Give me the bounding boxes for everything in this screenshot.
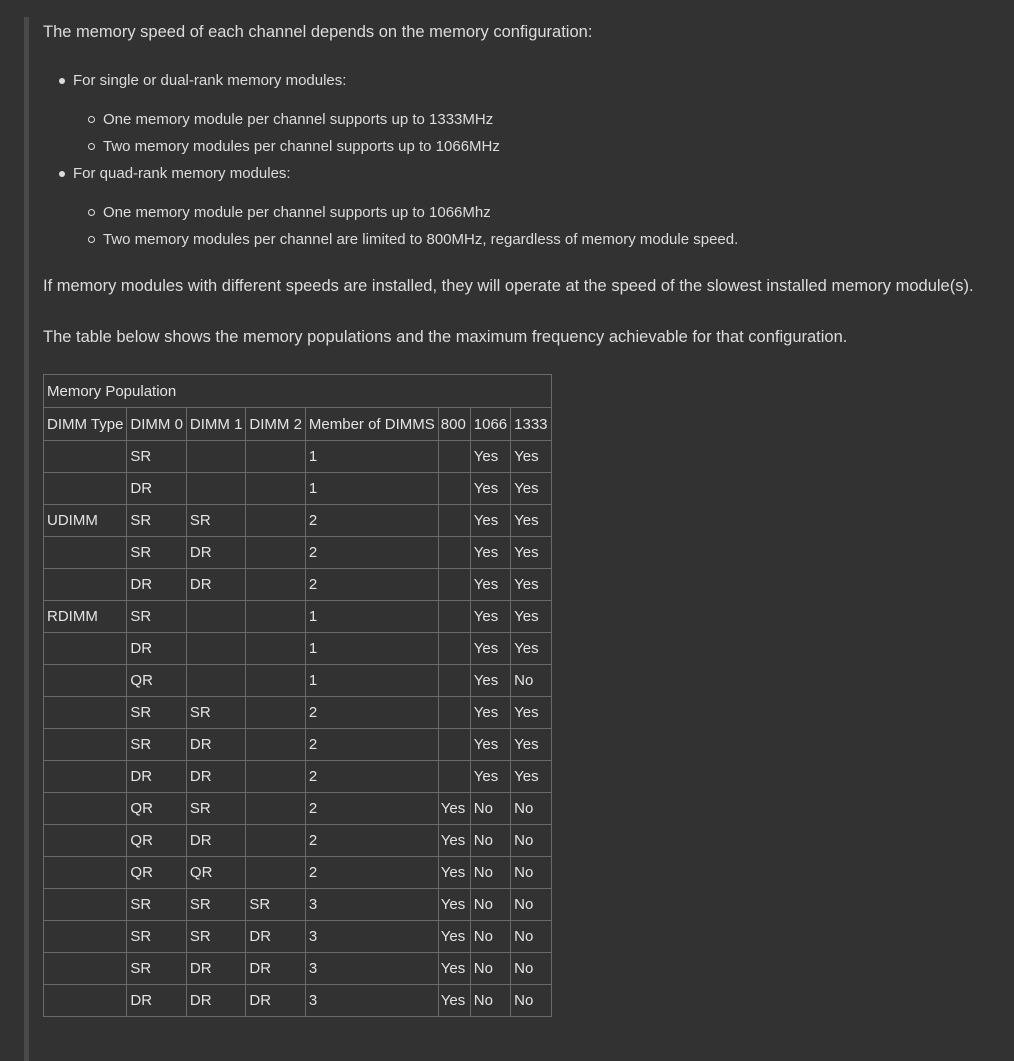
table-cell: SR <box>127 505 187 537</box>
table-cell: SR <box>186 697 246 729</box>
table-cell: QR <box>127 857 187 889</box>
table-caption: Memory Population <box>44 375 552 408</box>
table-cell: Yes <box>438 857 470 889</box>
table-cell <box>44 473 127 505</box>
table-cell <box>44 537 127 569</box>
header-cell: DIMM 1 <box>186 408 246 441</box>
bullet-single-dual-rank: For single or dual-rank memory modules: <box>73 72 347 89</box>
bullet-quad-rank: For quad-rank memory modules: <box>73 165 291 182</box>
table-cell: Yes <box>470 601 510 633</box>
table-cell: SR <box>127 729 187 761</box>
table-cell: SR <box>186 793 246 825</box>
table-row <box>44 569 552 601</box>
table-cell: Yes <box>470 729 510 761</box>
table-cell: SR <box>186 505 246 537</box>
table-cell: QR <box>127 825 187 857</box>
header-cell: Member of DIMMS <box>305 408 438 441</box>
table-cell <box>438 729 470 761</box>
table-cell: Yes <box>511 569 551 601</box>
paragraph-speeds: If memory modules with different speeds are installed, they will operate at the speed of the slowest installed memory module(s). <box>43 277 974 295</box>
table-cell: SR <box>186 921 246 953</box>
table-cell: 1 <box>305 633 438 665</box>
table-row <box>44 633 552 665</box>
table-cell: DR <box>127 633 187 665</box>
table-cell: 1 <box>305 441 438 473</box>
table-row <box>44 665 552 697</box>
intro-text: The memory speed of each channel depends on the memory configuration: <box>43 23 593 41</box>
table-header-row <box>44 408 552 441</box>
table-cell <box>44 825 127 857</box>
header-cell: DIMM Type <box>44 408 127 441</box>
table-cell <box>246 601 306 633</box>
table-cell: Yes <box>511 441 551 473</box>
table-row <box>44 441 552 473</box>
table-cell: DR <box>127 473 187 505</box>
table-cell: Yes <box>511 761 551 793</box>
table-cell: No <box>511 985 551 1017</box>
table-cell <box>186 601 246 633</box>
table-cell: Yes <box>470 473 510 505</box>
table-cell: No <box>470 889 510 921</box>
table-cell <box>246 505 306 537</box>
table-cell: 2 <box>305 505 438 537</box>
sub-bullet: Two memory modules per channel supports up to 1066MHz <box>103 138 500 155</box>
table-cell <box>44 665 127 697</box>
table-cell: QR <box>127 793 187 825</box>
table-cell: Yes <box>470 697 510 729</box>
table-cell: 2 <box>305 729 438 761</box>
table-cell: Yes <box>511 697 551 729</box>
table-cell: Yes <box>511 537 551 569</box>
table-cell: No <box>511 857 551 889</box>
table-cell: Yes <box>511 601 551 633</box>
table-row <box>44 889 552 921</box>
table-cell <box>246 441 306 473</box>
table-cell <box>44 985 127 1017</box>
table-cell <box>438 473 470 505</box>
table-cell <box>246 761 306 793</box>
table-cell: SR <box>127 537 187 569</box>
table-cell: Yes <box>470 761 510 793</box>
table-cell <box>44 761 127 793</box>
table-cell: Yes <box>470 569 510 601</box>
table-caption-row <box>44 375 552 408</box>
table-cell: Yes <box>438 793 470 825</box>
sub-bullet: One memory module per channel supports up to 1066Mhz <box>103 204 491 221</box>
table-cell <box>438 601 470 633</box>
table-row <box>44 537 552 569</box>
table-cell <box>246 825 306 857</box>
table-cell: Yes <box>511 633 551 665</box>
header-cell: DIMM 0 <box>127 408 187 441</box>
paragraph-table-intro: The table below shows the memory populations and the maximum frequency achievable for that configuration. <box>43 328 848 346</box>
table-cell: 3 <box>305 921 438 953</box>
table-cell <box>438 569 470 601</box>
table-cell: No <box>511 921 551 953</box>
table-cell <box>246 697 306 729</box>
table-cell: DR <box>186 729 246 761</box>
table-cell: SR <box>186 889 246 921</box>
table-cell: No <box>470 857 510 889</box>
table-cell: SR <box>127 697 187 729</box>
table-cell: 1 <box>305 601 438 633</box>
table-cell <box>44 857 127 889</box>
table-row <box>44 953 552 985</box>
table-cell: SR <box>127 441 187 473</box>
table-cell: No <box>511 953 551 985</box>
table-cell: Yes <box>438 985 470 1017</box>
table-cell <box>246 857 306 889</box>
table-cell: DR <box>186 953 246 985</box>
table-cell <box>438 537 470 569</box>
table-cell: Yes <box>511 473 551 505</box>
table-cell: DR <box>246 953 306 985</box>
header-cell: 1066 <box>470 408 510 441</box>
table-cell <box>44 793 127 825</box>
table-cell: SR <box>246 889 306 921</box>
table-cell: 2 <box>305 857 438 889</box>
table-cell <box>438 697 470 729</box>
table-cell <box>44 633 127 665</box>
table-cell: No <box>470 825 510 857</box>
sub-bullet: Two memory modules per channel are limited to 800MHz, regardless of memory module speed. <box>103 231 739 248</box>
table-cell <box>246 665 306 697</box>
header-cell: 800 <box>438 408 470 441</box>
table-cell <box>186 665 246 697</box>
table-row <box>44 761 552 793</box>
table-cell: Yes <box>438 889 470 921</box>
table-cell: UDIMM <box>44 505 127 537</box>
sub-bullet: One memory module per channel supports up to 1333MHz <box>103 111 494 128</box>
table-cell <box>438 441 470 473</box>
table-row <box>44 985 552 1017</box>
table-cell: No <box>470 985 510 1017</box>
memory-population-table <box>43 374 552 1017</box>
table-cell: DR <box>186 537 246 569</box>
table-cell: 1 <box>305 473 438 505</box>
table-cell <box>186 633 246 665</box>
table-cell: RDIMM <box>44 601 127 633</box>
table-cell: 3 <box>305 985 438 1017</box>
table-row <box>44 473 552 505</box>
table-cell: 2 <box>305 761 438 793</box>
table-cell <box>438 665 470 697</box>
table-row <box>44 921 552 953</box>
table-cell: Yes <box>470 537 510 569</box>
table-cell <box>44 889 127 921</box>
table-row <box>44 793 552 825</box>
table-cell: DR <box>127 569 187 601</box>
table-cell <box>438 505 470 537</box>
table-cell <box>186 473 246 505</box>
table-cell: 2 <box>305 569 438 601</box>
table-cell: SR <box>127 953 187 985</box>
table-cell: 3 <box>305 889 438 921</box>
table-cell: No <box>511 825 551 857</box>
table-cell: Yes <box>438 921 470 953</box>
table-cell <box>44 697 127 729</box>
table-cell: 1 <box>305 665 438 697</box>
table-cell <box>246 793 306 825</box>
table-cell <box>246 569 306 601</box>
table-cell <box>44 569 127 601</box>
table-row <box>44 697 552 729</box>
table-cell: DR <box>186 761 246 793</box>
table-cell: Yes <box>470 665 510 697</box>
header-cell: 1333 <box>511 408 551 441</box>
table-cell: Yes <box>470 441 510 473</box>
table-cell: SR <box>127 889 187 921</box>
table-cell: QR <box>127 665 187 697</box>
table-cell <box>246 729 306 761</box>
table-cell: DR <box>186 825 246 857</box>
table-cell: 2 <box>305 793 438 825</box>
table-cell <box>44 441 127 473</box>
table-cell: 3 <box>305 953 438 985</box>
table-cell: QR <box>186 857 246 889</box>
table-cell: SR <box>127 921 187 953</box>
table-cell: 2 <box>305 537 438 569</box>
table-cell: DR <box>127 761 187 793</box>
table-cell <box>246 633 306 665</box>
table-cell <box>246 537 306 569</box>
table-cell: No <box>511 793 551 825</box>
table-cell: No <box>470 953 510 985</box>
blockquote-bar <box>24 17 29 1061</box>
table-cell: Yes <box>470 505 510 537</box>
table-cell: Yes <box>511 729 551 761</box>
table-cell: DR <box>246 921 306 953</box>
table-cell: No <box>470 793 510 825</box>
table-cell: Yes <box>511 505 551 537</box>
table-cell <box>186 441 246 473</box>
table-cell: DR <box>186 985 246 1017</box>
table-cell <box>44 953 127 985</box>
header-cell: DIMM 2 <box>246 408 306 441</box>
table-cell <box>438 633 470 665</box>
table-cell: No <box>511 665 551 697</box>
table-cell: SR <box>127 601 187 633</box>
table-cell: DR <box>246 985 306 1017</box>
table-cell <box>438 761 470 793</box>
table-row <box>44 729 552 761</box>
table-row <box>44 601 552 633</box>
table-cell: 2 <box>305 825 438 857</box>
table-cell: DR <box>186 569 246 601</box>
table-cell <box>44 921 127 953</box>
table-cell: DR <box>127 985 187 1017</box>
table-cell <box>246 473 306 505</box>
table-cell: No <box>511 889 551 921</box>
table-row <box>44 825 552 857</box>
table-cell: Yes <box>438 953 470 985</box>
table-cell <box>44 729 127 761</box>
table-row <box>44 505 552 537</box>
table-cell: Yes <box>438 825 470 857</box>
table-row <box>44 857 552 889</box>
table-cell: Yes <box>470 633 510 665</box>
table-cell: No <box>470 921 510 953</box>
table-cell: 2 <box>305 697 438 729</box>
